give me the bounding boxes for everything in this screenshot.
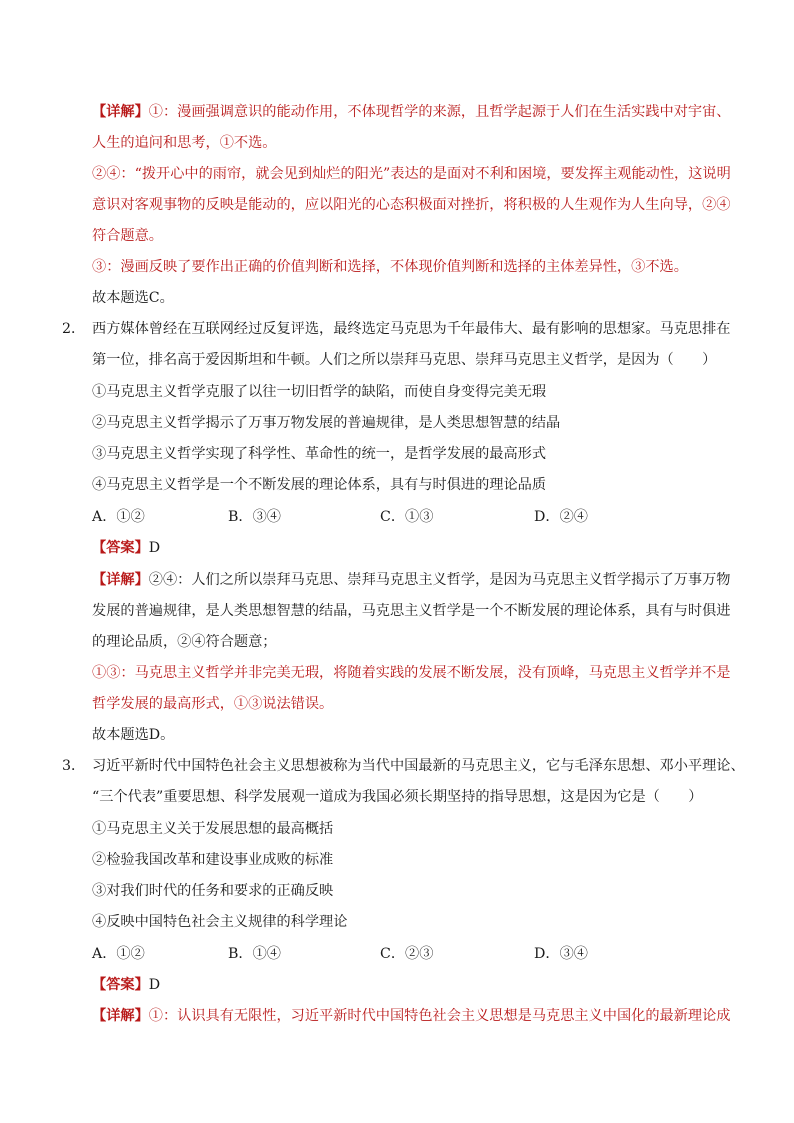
q3-answer-value: D: [148, 977, 161, 993]
q1-detail-p3: ③：漫画反映了要作出正确的价值判断和选择，不体现价值判断和选择的主体差异性，③不选。: [92, 259, 688, 275]
q2-detail-p2-line-2: 哲学发展的最高形式，①③说法错误。: [92, 696, 334, 712]
q2-statement-4: ④马克思主义哲学是一个不断发展的理论体系，具有与时俱进的理论品质: [92, 477, 547, 493]
answer-tag: 【答案】: [92, 977, 149, 993]
q3-stem-line-1: 习近平新时代中国特色社会主义思想被称为当代中国最新的马克思主义，它与毛泽东思想、邓小平理论、: [92, 758, 745, 774]
q2-answer: [92, 538, 160, 558]
q1-conclusion: 故本题选C。: [92, 290, 174, 306]
q2-detail-line-3: 的理论品质，②④符合题意；: [92, 634, 277, 650]
q3-number: 3．: [62, 758, 86, 774]
q2-detail-line-2: 发展的普遍规律，是人类思想智慧的结晶，马克思主义哲学是一个不断发展的理论体系，具有与时俱进: [92, 603, 731, 619]
q3-statement-3: ③对我们时代的任务和要求的正确反映: [92, 883, 334, 899]
q3-statement-4: ④反映中国特色社会主义规律的科学理论: [92, 914, 348, 930]
q2-statement-3: ③马克思主义哲学实现了科学性、革命性的统一，是哲学发展的最高形式: [92, 446, 547, 462]
q2-stem-line-2: 第一位，排名高于爱因斯坦和牛顿。人们之所以崇拜马克思、崇拜马克思主义哲学，是因为（ ）: [92, 352, 717, 368]
q3-option-b: B．①④: [228, 946, 281, 962]
q1-detail-line-2: 人生的追问和思考，①不选。: [92, 135, 277, 151]
q2-option-b: B．③④: [228, 509, 281, 525]
q2-detail-line-1: 【详解】②④：人们之所以崇拜马克思、崇拜马克思主义哲学，是因为马克思主义哲学揭示了万事万物: [92, 572, 731, 588]
detail-tag: 【详解】: [92, 104, 149, 120]
q3-stem-line-2: “三个代表”重要思想、科学发展观一道成为我国必须长期坚持的指导思想，这是因为它是（ ）: [92, 789, 703, 805]
q1-detail-p2-line-2: 意识对客观事物的反映是能动的，应以阳光的心态积极面对挫折，将积极的人生观作为人生向导，②④: [92, 197, 731, 213]
q3-answer: [92, 975, 160, 995]
answer-tag: 【答案】: [92, 540, 149, 556]
q2-number: 2．: [62, 321, 86, 337]
detail-tag: 【详解】: [92, 1008, 149, 1024]
q2-statement-1: ①马克思主义哲学克服了以往一切旧哲学的缺陷，而使自身变得完美无瑕: [92, 384, 547, 400]
q2-statement-2: ②马克思主义哲学揭示了万事万物发展的普遍规律，是人类思想智慧的结晶: [92, 415, 561, 431]
q1-detail-p2-line-3: 符合题意。: [92, 228, 163, 244]
q3-option-d: D．③④: [534, 946, 588, 962]
q1-detail-line-1: 【详解】①：漫画强调意识的能动作用，不体现哲学的来源，且哲学起源于人们在生活实践中对宇宙、: [92, 104, 731, 120]
q3-statement-1: ①马克思主义关于发展思想的最高概括: [92, 821, 334, 837]
q2-conclusion: 故本题选D。: [92, 727, 175, 743]
q3-option-a: A．①②: [92, 946, 145, 962]
q2-option-a: A．①②: [92, 509, 145, 525]
q2-stem-line-1: 西方媒体曾经在互联网经过反复评选，最终选定马克思为千年最伟大、最有影响的思想家。马克思排在: [92, 321, 731, 337]
q2-answer-value: D: [148, 540, 161, 556]
q2-detail-p2-line-1: ①③：马克思主义哲学并非完美无瑕，将随着实践的发展不断发展，没有顶峰，马克思主义哲学并不是: [92, 665, 731, 681]
q2-option-c: C．①③: [380, 509, 434, 525]
q3-statement-2: ②检验我国改革和建设事业成败的标准: [92, 852, 334, 868]
detail-tag: 【详解】: [92, 572, 149, 588]
q2-option-d: D．②④: [534, 509, 588, 525]
q3-detail-line-1: 【详解】①：认识具有无限性，习近平新时代中国特色社会主义思想是马克思主义中国化的最新理论成: [92, 1008, 731, 1024]
q1-detail-p2-line-1: ②④：“拨开心中的雨帘，就会见到灿烂的阳光”表达的是面对不利和困境，要发挥主观能动性，这说明: [92, 166, 731, 182]
q3-option-c: C．②③: [380, 946, 434, 962]
